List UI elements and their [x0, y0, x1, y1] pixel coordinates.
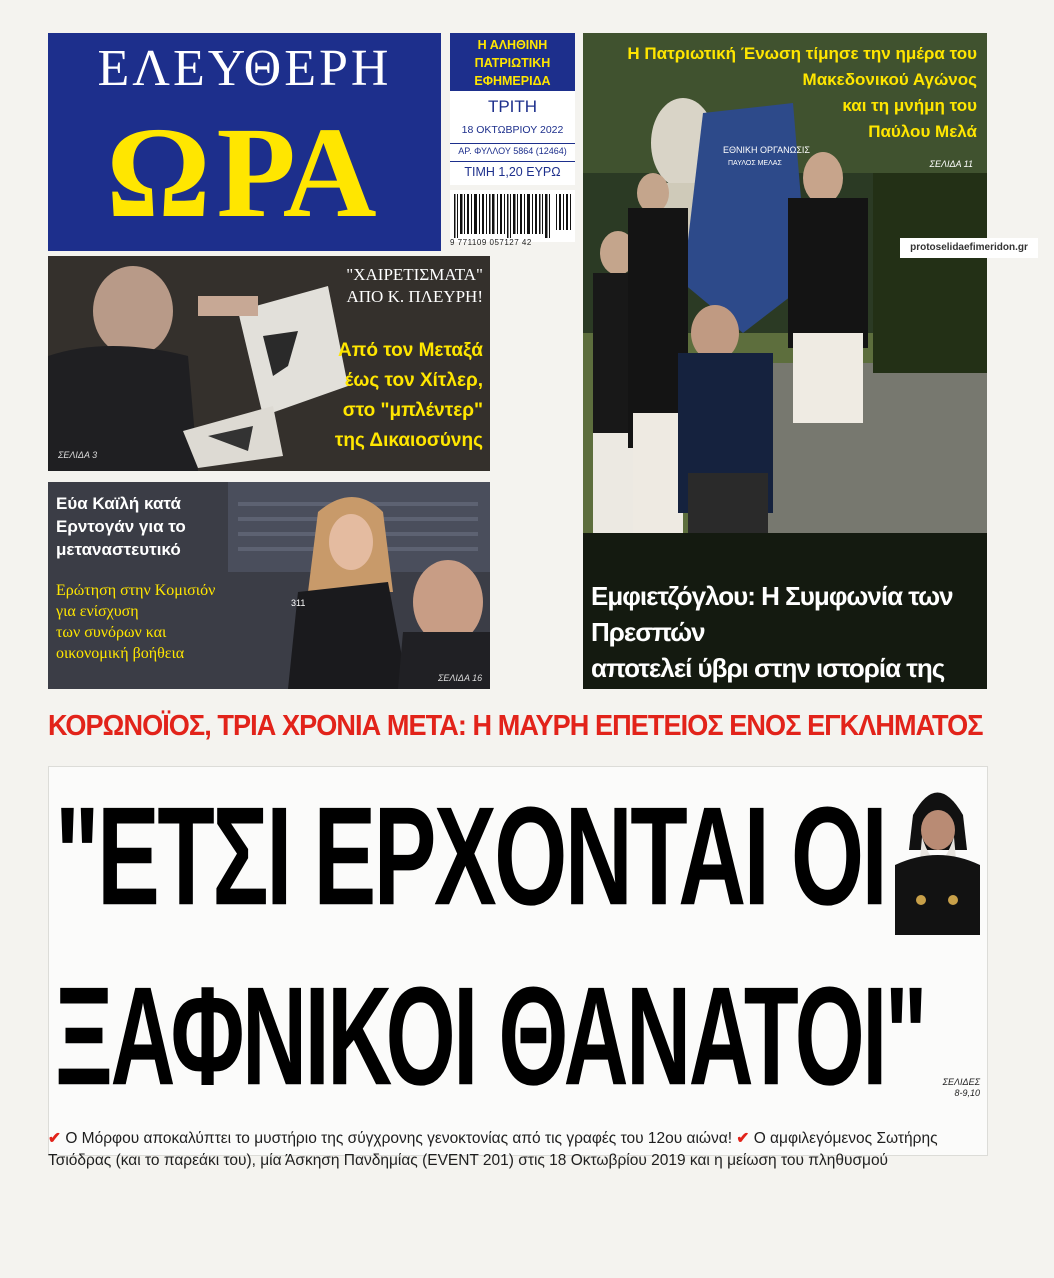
subhead-line: για ενίσχυση: [56, 603, 139, 620]
headline-line: μεταναστευτικό: [56, 540, 181, 559]
headline-line: Μακεδονικού Αγώνος: [802, 70, 977, 89]
macedonia-photo-story: [583, 33, 987, 689]
caption-line: αποτελεί ύβρι στην ιστορία της: [591, 653, 945, 683]
watermark: protoselidaefimeridon.gr: [900, 238, 1038, 258]
barcode-number: 9 771109 057127 42: [450, 238, 532, 247]
headline-line: στο "μπλέντερ": [342, 400, 483, 421]
headline-line: και τη μνήμη του: [842, 96, 977, 115]
headline-line: Εύα Καϊλή κατά: [56, 494, 181, 513]
kicker-line: "ΧΑΙΡΕΤΙΣΜΑΤΑ": [346, 265, 483, 284]
seat-number: 311: [291, 598, 306, 608]
banner-text: ΠΑΥΛΟΣ ΜΕΛΑΣ: [728, 160, 782, 167]
main-kicker: ΚΟΡΩΝΟΪΟΣ, ΤΡΙΑ ΧΡΟΝΙΑ ΜΕΤΑ: Η ΜΑΥΡΗ ΕΠΕΤΕΙΟΣ ΕΝΟΣ ΕΓΚΛΗΜΑΤΟΣ: [48, 710, 983, 742]
subhead-line: των συνόρων και: [56, 624, 167, 641]
masthead-title-line2: ΩΡΑ: [106, 101, 383, 245]
main-headline-line1: "ΕΤΣΙ ΕΡΧΟΝΤΑΙ ΟΙ: [55, 778, 886, 935]
headline-line: έως τον Χίτλερ,: [344, 370, 483, 391]
tagline-line: ΠΑΤΡΙΩΤΙΚΗ: [474, 56, 551, 70]
issue-day: ΤΡΙΤΗ: [487, 97, 538, 116]
tagline: [450, 33, 575, 91]
subhead-line: οικονομική βοήθεια: [56, 645, 185, 662]
kicker-line: ΑΠΟ Κ. ΠΛΕΥΡΗ!: [346, 287, 483, 306]
plevris-kicker: [333, 264, 483, 308]
issue-number: ΑΡ. ΦΥΛΛΟΥ 5864 (12464): [450, 143, 575, 158]
headline-line: Ερντογάν για το: [56, 517, 186, 536]
check-icon: ✔: [48, 1130, 61, 1147]
summary-bullet-2: Ο αμφιλεγόμενος Σωτήρης Τσιόδρας (και το παρεάκι του), μία Άσκηση Πανδημίας (EVENT 201) στις 18 Οκτωβρίου 2019 και η μείωση του πληθυσμού: [48, 1130, 938, 1169]
priest-photo: [895, 775, 980, 935]
check-icon: ✔: [736, 1130, 750, 1147]
summary-bullet-1: Ο Μόρφου αποκαλύπτει το μυστήριο της σύγχρονης γενοκτονίας από τις γραφές του 12ου αιώνα!: [65, 1130, 733, 1147]
plevris-story: [48, 256, 490, 471]
issue-price: ΤΙΜΗ 1,20 ΕΥΡΩ: [450, 161, 575, 182]
headline-line: της Δικαιοσύνης: [334, 430, 483, 451]
pages-label: ΣΕΛΙΔΕΣ: [942, 1077, 980, 1087]
headline-line: Από τον Μεταξά: [338, 340, 483, 361]
main-headline-line2: ΞΑΦΝΙΚΟΙ ΘΑΝΑΤΟΙ": [55, 958, 926, 1115]
headline-line: Παύλου Μελά: [868, 122, 977, 141]
caption-line: Εμφιετζόγλου: Η Συμφωνία των Πρεσπών: [591, 581, 953, 647]
banner-text: ΕΘΝΙΚΗ ΟΡΓΑΝΩΣΙΣ: [723, 145, 810, 155]
page-reference: ΣΕΛΙΔΑ 3: [58, 450, 98, 460]
main-summary: [48, 1128, 988, 1172]
masthead-title-line1: ΕΛΕΥΘΕΡΗ: [97, 40, 392, 97]
masthead: [48, 33, 441, 251]
main-pages: [930, 1077, 980, 1099]
page-reference: ΣΕΛΙΔΑ 16: [438, 673, 483, 683]
pages-value: 8-9,10: [954, 1088, 980, 1098]
macedonia-headline: [627, 41, 977, 145]
tagline-line: Η ΑΛΗΘΙΝΗ: [477, 38, 548, 52]
subhead-line: Ερώτηση στην Κομισιόν: [56, 582, 216, 599]
page-reference: ΣΕΛΙΔΑ 11: [929, 159, 973, 169]
kaili-story: [48, 482, 490, 689]
plevris-headline: [278, 336, 483, 456]
issue-info-box: [450, 33, 575, 185]
kaili-subhead: [56, 580, 286, 664]
tagline-line: ΕΦΗΜΕΡΙΔΑ: [474, 74, 551, 88]
macedonia-caption: [591, 578, 986, 689]
kaili-headline: [56, 492, 276, 561]
headline-line: Η Πατριωτική Ένωση τίμησε την ημέρα του: [627, 44, 977, 63]
barcode: [450, 190, 575, 242]
issue-date: 18 ΟΚΤΩΒΡΙΟΥ 2022: [461, 124, 564, 136]
